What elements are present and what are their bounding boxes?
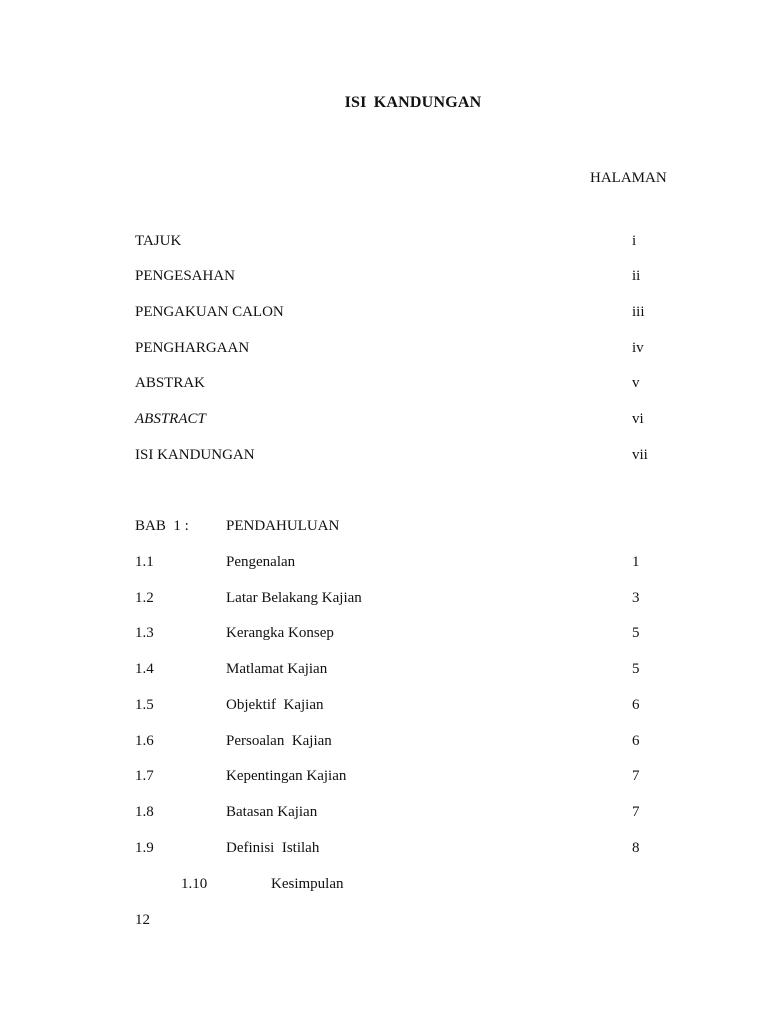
toc-entry-label: ISI KANDUNGAN <box>135 447 255 463</box>
chapter-number: BAB 1 : <box>135 518 189 534</box>
section-number: 1.9 <box>135 840 154 856</box>
toc-entry-page: vi <box>632 411 644 427</box>
section-title: Kerangka Konsep <box>226 625 334 641</box>
section-number: 1.2 <box>135 590 154 606</box>
chapter-title: PENDAHULUAN <box>226 518 340 534</box>
toc-entry <box>0 268 768 290</box>
section-entry <box>0 661 768 683</box>
toc-entry-page: i <box>632 233 637 249</box>
section-page: 5 <box>632 661 640 677</box>
toc-entry <box>0 447 768 469</box>
section-number: 1.10 <box>181 876 208 892</box>
section-title: Kepentingan Kajian <box>226 768 347 784</box>
section-entry <box>0 733 768 755</box>
section-number: 1.8 <box>135 804 154 820</box>
section-page: 7 <box>632 804 640 820</box>
page-title: ISI KANDUNGAN <box>344 94 482 111</box>
section-page: 5 <box>632 625 640 641</box>
section-page: 6 <box>632 697 640 713</box>
section-entry <box>0 768 768 790</box>
section-page: 1 <box>632 554 640 570</box>
section-page: 8 <box>632 840 640 856</box>
toc-entry-label: PENGESAHAN <box>135 268 236 284</box>
section-entry <box>0 804 768 826</box>
section-number: 1.7 <box>135 768 154 784</box>
toc-entry <box>0 340 768 362</box>
toc-entry-page: v <box>632 375 640 391</box>
toc-entry-label: PENGHARGAAN <box>135 340 250 356</box>
toc-entry <box>0 375 768 397</box>
toc-entry-label: ABSTRAK <box>135 375 206 391</box>
section-entry <box>0 554 768 576</box>
toc-entry-page: ii <box>632 268 641 284</box>
toc-entry-label: TAJUK <box>135 233 182 249</box>
section-title: Persoalan Kajian <box>226 733 332 749</box>
section-number: 1.5 <box>135 697 154 713</box>
section-title: Definisi Istilah <box>226 840 320 856</box>
toc-entry <box>0 411 768 433</box>
section-page: 12 <box>135 912 150 928</box>
section-page: 7 <box>632 768 640 784</box>
toc-entry-label: ABSTRACT <box>135 411 206 427</box>
section-title: Batasan Kajian <box>226 804 318 820</box>
section-title: Pengenalan <box>226 554 296 570</box>
toc-entry <box>0 233 768 255</box>
section-title: Kesimpulan <box>271 876 344 892</box>
toc-entry-label: PENGAKUAN CALON <box>135 304 284 320</box>
section-number: 1.3 <box>135 625 154 641</box>
section-entry <box>0 590 768 612</box>
toc-entry <box>0 304 768 326</box>
section-page: 6 <box>632 733 640 749</box>
section-title: Matlamat Kajian <box>226 661 328 677</box>
toc-entry-page: iii <box>632 304 645 320</box>
section-entry <box>0 697 768 719</box>
section-page: 3 <box>632 590 640 606</box>
section-number: 1.6 <box>135 733 154 749</box>
section-title: Latar Belakang Kajian <box>226 590 362 606</box>
toc-entry-page: iv <box>632 340 644 356</box>
toc-entry-page: vii <box>632 447 648 463</box>
chapter-heading <box>0 518 768 540</box>
section-number: 1.4 <box>135 661 154 677</box>
section-entry <box>0 625 768 647</box>
section-entry <box>0 840 768 862</box>
page-column-header: HALAMAN <box>590 170 667 186</box>
section-number: 1.1 <box>135 554 154 570</box>
section-title: Objektif Kajian <box>226 697 324 713</box>
